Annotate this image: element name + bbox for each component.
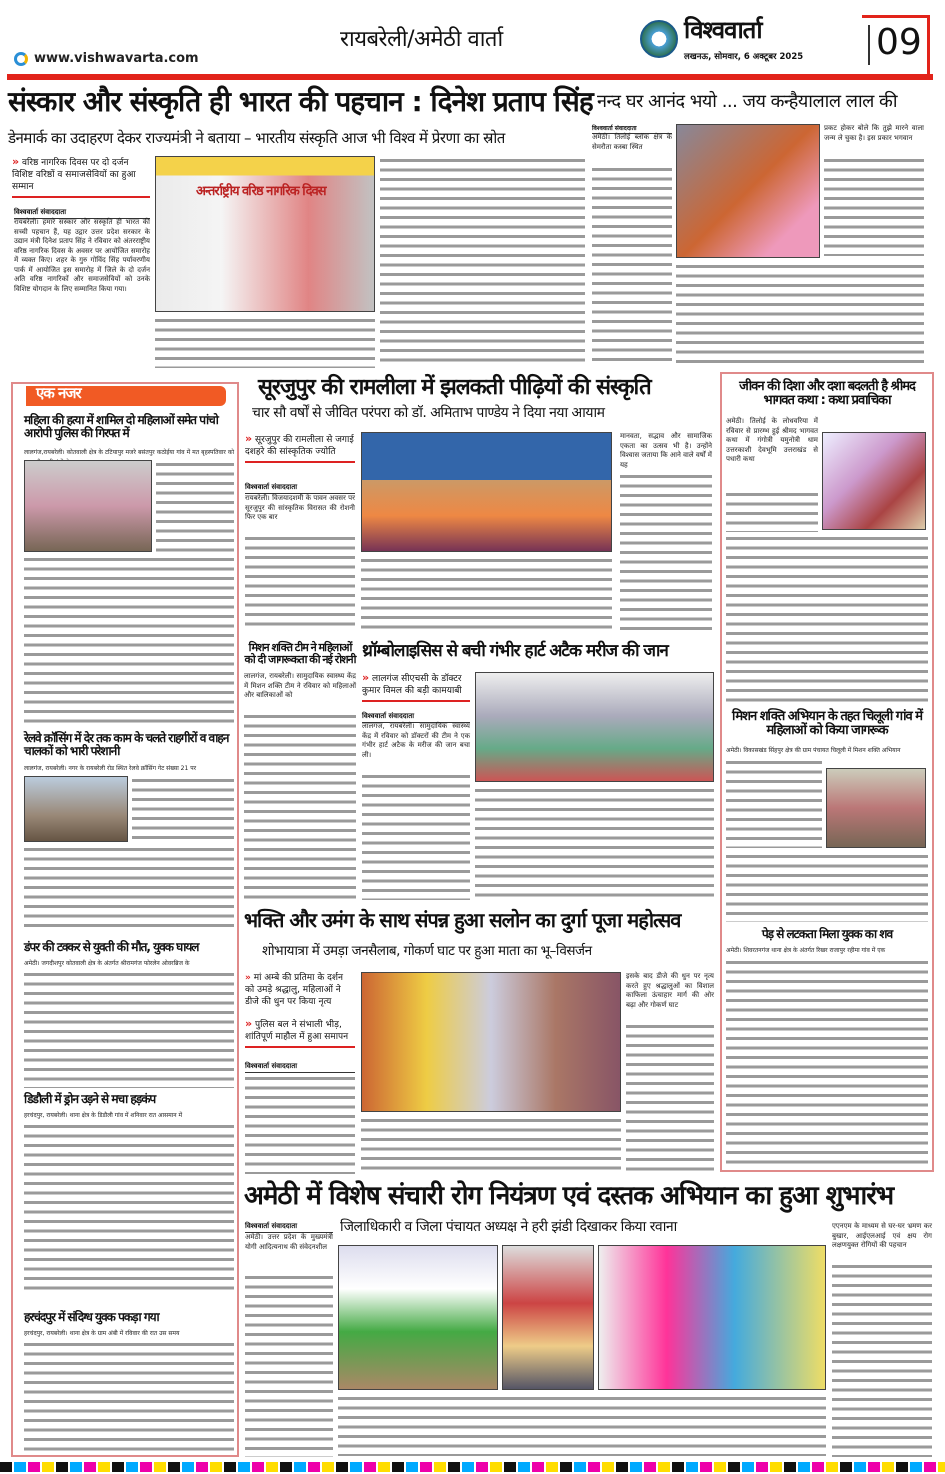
durga-headline: भक्ति और उमंग के साथ संपन्न हुआ सलोन का दुर्गा पूजा महोत्सव (244, 908, 681, 932)
lead-body-cols (155, 316, 375, 368)
durga-kicker-2: » पुलिस बल ने संभाली भीड़, शांतिपूर्ण माहौल में हुआ समापन (245, 1018, 355, 1048)
brief-lead-1: लालगंज,रायबरेली। कोतवाली क्षेत्र के टटियापुर मजरे बसंतपुर कठोईया गांव में मत बृहस्पतिवार को (24, 449, 234, 456)
durga-body (245, 1074, 355, 1174)
dastak-photo-3 (598, 1245, 826, 1390)
brief-body-1 (156, 460, 234, 552)
bhagwat-body-2 (726, 534, 928, 704)
kicker-text: पुलिस बल ने संभाली भीड़, शांतिपूर्ण माहौल में हुआ समापन (245, 1020, 349, 1042)
lead-kicker: » वरिष्ठ नागरिक दिवस पर दो दर्जन विशिष्ट वरिष्ठों व समाजसेवियों का हुआ सम्मान (12, 156, 150, 198)
page-number: 09 (876, 22, 922, 63)
bhagwat-photo (822, 432, 926, 530)
kicker-text: वरिष्ठ नागरिक दिवस पर दो दर्जन विशिष्ट वरिष्ठों व समाजसेवियों का हुआ सम्मान (12, 158, 136, 192)
thrombolysis-lead: लालगंज, रायबरेली। सामुदायिक स्वास्थ्य केंद्र में रविवार को डॉक्टरों की टीम ने एक गंभीर हार्ट अटैक के मरीज की जान बचा ली। (362, 722, 470, 759)
krishna-body (592, 165, 672, 367)
tree-headline: पेड़ से लटकता मिला युवक का शव (761, 927, 893, 941)
durga-subhead: शोभायात्रा में उमड़ा जनसैलाब, गोकर्ण घाट पर हुआ माता का भू–विसर्जन (262, 943, 592, 959)
krishna-photo (676, 124, 820, 258)
thrombolysis-headline: थ्रॉम्बोलाइसिस से बची गंभीर हार्ट अटैक मरीज की जान (362, 641, 668, 661)
brand-name: विश्ववार्ता (684, 16, 762, 44)
brief-headline-2: रेलवे क्रॉसिंग में देर तक काम के चलते राहगीरों व वाहन चालकों को भारी परेशानी (24, 731, 229, 758)
thrombolysis-byline: विश्ववार्ता संवाददाता (362, 712, 470, 723)
lead-headline: संस्कार और संस्कृति ही भारत की पहचान : दिनेश प्रताप सिंह (8, 85, 593, 118)
mission-shakti-2-photo (826, 768, 926, 848)
brief-body-2 (132, 776, 234, 842)
dastak-side-body (832, 1262, 932, 1457)
thrombolysis-body-2 (475, 786, 714, 900)
brief-lead-4: हरचंदपुर, रायबरेली। थाना क्षेत्र के डिडौली गांव में शनिवार रात आसमान में (24, 1112, 183, 1119)
mission-shakti-lead: लालगंज, रायबरेली। सामुदायिक स्वास्थ्य केंद्र में मिशन शक्ति टीम ने रविवार को महिलाओं और बालिकाओं को (244, 672, 356, 699)
thrombolysis-kicker: » लालगंज सीएचसी के डॉक्टर कुमार विमल की बड़ी कामयाबी (362, 672, 470, 702)
brief-body-5 (24, 1340, 234, 1452)
brief-photo-1 (24, 460, 152, 552)
thrombolysis-photo (475, 672, 714, 782)
brief-lead-5: हरचंदपुर, रायबरेली। थाना क्षेत्र के ग्राम अंबी में रविवार की रात उस समय (24, 1330, 180, 1337)
dastak-byline: विश्ववार्ता संवाददाता (245, 1222, 333, 1233)
brief-headline-4: डिडौली में ड्रोन उड़ने से मचा हड़कंप (24, 1092, 156, 1106)
brief-body-3 (24, 970, 234, 1088)
ek-nazar-label: एक नजर (26, 386, 226, 406)
ramleela-side: मानवता, सद्भाव और सामाजिक एकता का उत्सव भी है। उन्होंने विश्वास जताया कि आने वाले वर्षों में यह (620, 432, 712, 469)
dastak-lead: अमेठी। उत्तर प्रदेश के मुख्यमंत्री योगी आदित्यनाथ की संवेदनशील (245, 1233, 333, 1251)
dastak-photo-2 (502, 1245, 594, 1390)
photo-banner-text: अन्तर्राष्ट्रीय वरिष्ठ नागरिक दिवस (196, 184, 326, 199)
ramleela-lead: रायबरेली। विजयादशमी के पावन अवसर पर सूरजुपुर की सांस्कृतिक विरासत की रोशनी फिर एक बार (245, 494, 355, 521)
lead-body: रायबरेली। हमारे संस्कार और संस्कृति ही भारत की सच्ची पहचान हैं, यह उद्गार उत्तर प्रदेश सरकार के उद्यान मंत्री दिनेश प्रताप सिंह ने रविवार को अंतरराष्ट्रीय वरिष्ठ नागरिक दिवस के अवसर पर आयोजित समारोह में व्यक्त किए। शहर के गुरु गोविंद सिंह पर्यावरणीय पार्क में आयोजित इस समारोह में जिले के दो दर्जन अति वरिष्ठ नागरिकों और समाजसेवियों को उनके विशिष्ट योगदान के लिए सम्मानित किया गया। (14, 218, 150, 293)
brief-photo-2 (24, 776, 128, 842)
kicker-text: सूरजुपुर की रामलीला से जगाई दशहरे की सांस्कृतिक ज्योति (245, 435, 354, 457)
krishna-headline: नन्द घर आनंद भयो ... जय कन्हैयालाल लाल की (597, 91, 898, 112)
ramleela-kicker: » सूरजुपुर की रामलीला से जगाई दशहरे की सांस्कृतिक ज्योति (245, 433, 355, 463)
bhagwat-headline: जीवन की दिशा और दशा बदलती है श्रीमद भागवत कथा : कथा प्रवाचिका (739, 379, 915, 408)
krishna-body-2 (676, 262, 924, 367)
mission-shakti-headline: मिशन शक्ति टीम ने महिलाओं को दी जागरूकता की नई रोशनी (244, 641, 356, 666)
brand-logo-icon (640, 20, 678, 58)
durga-side-body (626, 1022, 714, 1174)
lead-subhead: डेनमार्क का उदाहरण देकर राज्यमंत्री ने बताया – भारतीय संस्कृति आज भी विश्व में प्रेरणा का स्रोत (8, 129, 505, 147)
ramleela-photo (361, 432, 612, 552)
thrombolysis-body (362, 772, 470, 900)
dastak-side: एएनएम के माध्यम से घर-घर भ्रमण कर बुखार, आईएलआई एवं क्षय रोग लक्षणयुक्त रोगियों की पहचान (832, 1222, 932, 1249)
mission-shakti-body (244, 712, 356, 900)
durga-kicker-1: » मां अम्बे की प्रतिमा के दर्शन को उमड़े श्रद्धालु, महिलाओं ने डीजे की धुन पर किया नृत्य (245, 973, 344, 1007)
lead-body-col3 (380, 156, 585, 368)
kicker-text: मां अम्बे की प्रतिमा के दर्शन को उमड़े श्रद्धालु, महिलाओं ने डीजे की धुन पर किया नृत्य (245, 973, 344, 1007)
brief-headline-5: हरचंदपुर में संदिग्ध युवक पकड़ा गया (24, 1310, 159, 1324)
masthead (0, 0, 945, 80)
tree-lead: अमेठी। शिवरतनगंज थाना क्षेत्र के अंतर्गत रिखर राजापुर रहीमा गांव में एक (726, 947, 886, 954)
lead-photo (155, 156, 375, 312)
bhagwat-body (726, 490, 818, 532)
ramleela-byline: विश्ववार्ता संवाददाता (245, 483, 355, 494)
brief-body-2b (24, 845, 234, 933)
brief-body-1b (24, 555, 234, 725)
ramleela-headline: सूरजुपुर की रामलीला में झलकती पीढ़ियों की संस्कृति (258, 375, 651, 400)
lead-byline: विश्ववार्ता संवाददाता (14, 208, 150, 219)
url-icon (14, 52, 28, 66)
divider (868, 25, 870, 65)
dastak-photo-1 (338, 1245, 498, 1390)
brief-body-4 (24, 1122, 234, 1292)
durga-body-2 (361, 1116, 621, 1174)
ramleela-body-2 (361, 556, 612, 632)
durga-photo (361, 972, 621, 1112)
krishna-lead: अमेठी। तिलोई ब्लॉक क्षेत्र के सेमरौता कस्बा स्थित (592, 133, 672, 151)
print-color-bar (0, 1462, 945, 1472)
brief-headline-3: डंपर की टक्कर से युवती की मौत, युवक घायल (24, 940, 199, 954)
masthead-rule (7, 74, 933, 80)
mission-shakti-2-lead: अमेठी। विकासखंड सिंहपुर क्षेत्र की ग्राम पंचायत चिलूली में मिशन शक्ति अभियान (726, 747, 901, 754)
ramleela-side-body (620, 472, 712, 632)
kicker-text: लालगंज सीएचसी के डॉक्टर कुमार विमल की बड़ी कामयाबी (362, 674, 462, 696)
brief-lead-2: लालगंज, रायबरेली। नगर के रायबरेली रोड स्थित रेलवे क्रॉसिंग गेट संख्या 21 पर (24, 765, 197, 772)
ramleela-subhead: चार सौ वर्षों से जीवित परंपरा को डॉ. अमिताभ पाण्डेय ने दिया नया आयाम (252, 405, 605, 421)
brief-lead-3: अमेठी। जगदीशपुर कोतवाली क्षेत्र के अंतर्गत श्रीरामगंज फोरलेन ओवरब्रिज के (24, 960, 190, 967)
durga-byline: विश्ववार्ता संवाददाता (245, 1062, 355, 1073)
krishna-byline: विश्ववार्ता संवाददाता (592, 124, 672, 134)
mission-shakti-2-body-2 (726, 852, 928, 922)
dateline: लखनऊ, सोमवार, 6 अक्टूबर 2025 (684, 52, 804, 62)
dastak-body (245, 1273, 333, 1457)
dastak-subhead: जिलाधिकारी व जिला पंचायत अध्यक्ष ने हरी झंडी दिखाकर किया रवाना (340, 1219, 677, 1235)
dastak-headline: अमेठी में विशेष संचारी रोग नियंत्रण एवं दस्तक अभियान का हुआ शुभारंभ (244, 1181, 894, 1211)
krishna-side-body (824, 156, 924, 256)
ramleela-body (245, 534, 355, 632)
mission-shakti-2-headline: मिशन शक्ति अभियान के तहत चिलूली गांव में महिलाओं को किया जागरूक (731, 709, 923, 738)
durga-side: इसके बाद डीजे की धुन पर नृत्य करते हुए श्रद्धालुओं का विशाल काफिला ऊंचाहार मार्ग की ओर बढ़ा और गोकर्ण घाट (626, 972, 714, 1009)
krishna-side: प्रकट होकर बोले कि तुझे मारने वाला जन्म ले चुका है। इस प्रकार भगवान (824, 124, 924, 142)
section-title: रायबरेली/अमेठी वार्ता (340, 27, 503, 52)
brief-headline-1: महिला की हत्या में शामिल दो महिलाओं समेत पांचो आरोपी पुलिस की गिरफ्त में (24, 413, 218, 440)
website-url[interactable]: www.vishwavarta.com (34, 51, 199, 66)
tree-body (726, 958, 928, 1166)
mission-shakti-2-body (726, 758, 822, 848)
bhagwat-lead: अमेठी। तिलोई के लोधवरिया में रविवार से प्रारम्भ हुई श्रीमद भागवत कथा में गंगोत्री यमुनोत्री धाम उत्तरकाशी देवभूमि उत्तराखंड से पधारी कथा (726, 417, 818, 463)
dastak-body-2 (338, 1394, 826, 1456)
